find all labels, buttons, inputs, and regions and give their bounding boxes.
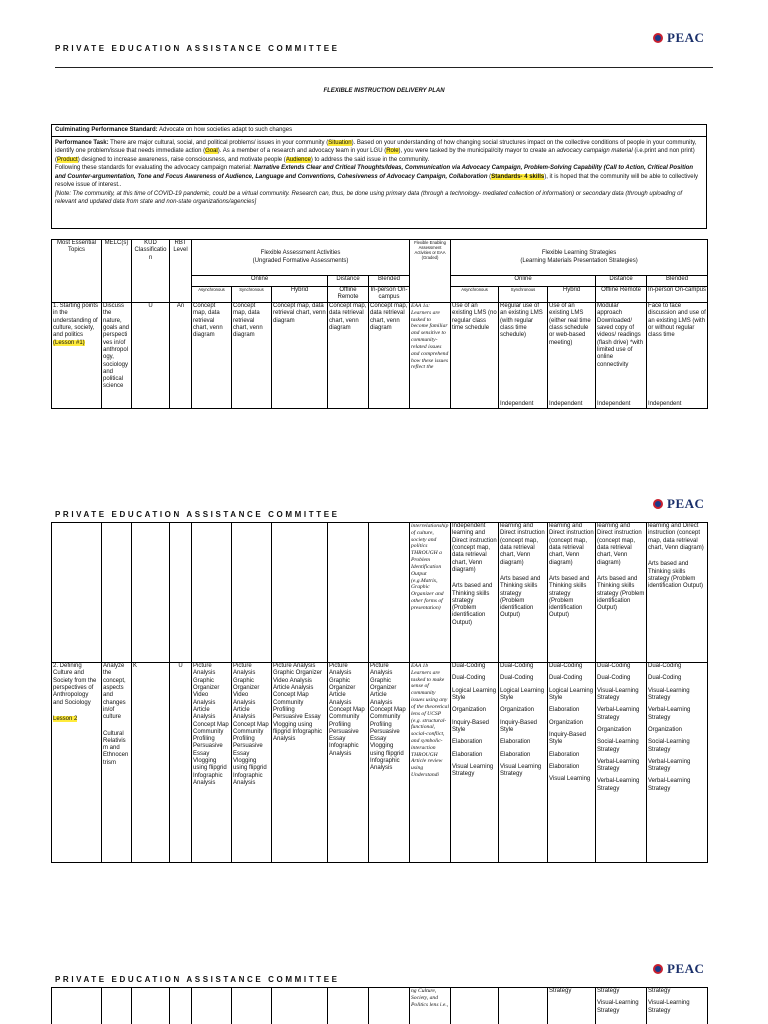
header-fl-sync: Synchronous: [499, 287, 548, 303]
header-fl-blended: Blended: [647, 276, 708, 287]
row2-kud: K: [132, 663, 170, 863]
header-fa-hybrid: Hybrid: [272, 287, 328, 303]
page-header-title: PRIVATE EDUCATION ASSISTANCE COMMITTEE: [55, 510, 340, 519]
row1-melc: Discuss the nature, goals and perspectives in/of anthropology, sociology and political science: [102, 303, 132, 409]
peac-logo: [652, 30, 704, 46]
page-header-title: PRIVATE EDUCATION ASSISTANCE COMMITTEE: [55, 975, 340, 984]
header-fa-offline: Offline Remote: [328, 287, 369, 303]
header-kud: KUD Classification: [132, 240, 170, 303]
covid-note: [Note: The community, at this time of COVID-19 pandemic, could be a virtual community. Research can, thus, be done using primary data (through a technology- mediated collection of information) or secondary data (through uploading of relevant and updated data from state and non-state organizations/agencies]: [55, 190, 683, 206]
standards-text: Following these standards for evaluating the advocacy campaign material: Narrative Extends Clear and Critical Thoughts/Ideas, Communication via Advocacy Campaign, Problem-Solving Capability (Call to Action, Critical Position and Counter-argumentation, Tone and Focus Awareness of Audience, Language and Conventions, Cohesiveness of Advocacy Campaign, Collaboration (Standards- 4 skills), it is hoped that the community will be able to collectively resolve issue of interest..: [55, 165, 698, 189]
row2-fl-sync: Dual-Coding Dual-Coding Logical Learning Style Organization Inquiry-Based Style Elaboration Elaboration Visual Learning Strategy: [499, 663, 548, 863]
highlight-goal: Goal: [205, 148, 218, 155]
page-1: [0, 0, 768, 430]
row1-lesson-highlight: (Lesson #1): [53, 339, 85, 346]
header-divider: [55, 67, 713, 68]
row2-topic: 2. Defining Culture and Society from the perspectives of Anthropology and Sociology Lesson 2: [52, 663, 102, 863]
plan-table-page-1: [51, 239, 708, 409]
row1-fl-async: Use of an existing LMS (no regular class time schedule: [451, 303, 499, 409]
peac-logo: [652, 496, 704, 512]
cont-fl-async: Independent learning and Direct instruction (concept map, data retrieval chart, Venn diagram) Arts based and Thinking skills strategy (Problem identification Output): [451, 523, 499, 663]
cont-eaa: interrelationship of culture, society and politics THROUGH a Problem Identification Output (e.g.Matrix, Graphic Organizer and other forms of presentation): [410, 523, 451, 663]
highlight-product: Product: [57, 156, 78, 163]
row2-melc: Analyze the concept, aspects and changes in/of culture Cultural Relativism and Ethnocentrism: [102, 663, 132, 863]
page-3: [0, 955, 768, 1024]
performance-task-text: Performance Task: There are major cultural, social, and political problems/ issues in your community (Situation). Based on your understanding of how changing social structures impact on the collective conditions of people in your community, identify one problem/issue that needs immediate action (Goal). As a member of a research and advocacy team in your LGU (Role), you were tasked by the municipal/city mayor to create an advocacy campaign material (i.e.print and non print) (Product) designed to increase awareness, raise consciousness, and motivate people (Audience) to address the said issue in the community.: [55, 139, 697, 163]
header-fa-sync: Synchronous: [232, 287, 272, 303]
header-melcs: MELC(s): [102, 240, 132, 303]
header-fa-inperson: In-person On-campus: [369, 287, 410, 303]
row2-fa-offline: Picture Analysis Graphic Organizer Article Analysis Concept Map Community Profiling Persuasive Essay Infographic Analysis: [328, 663, 369, 863]
peac-logo-icon: [652, 32, 664, 44]
header-fl-hybrid: Hybrid: [548, 287, 596, 303]
header-fl-online: Online: [451, 276, 596, 287]
header-fl-inperson: In-person On-campus: [647, 287, 708, 303]
row2-lesson-highlight: Lesson 2: [53, 715, 78, 722]
row1-fa-offline: Concept map, data retrieval chart, venn diagram: [328, 303, 369, 409]
header-fl-distance: Distance: [596, 276, 647, 287]
row1-fa-hybrid: Concept map, data retrieval chart, venn diagram: [272, 303, 328, 409]
row2-rbt: U: [170, 663, 192, 863]
plan-table-page-2: [51, 522, 708, 863]
table-row: [52, 303, 708, 409]
highlight-standards: Standards- 4 skills: [491, 173, 545, 180]
row2-fa-async: Picture Analysis Graphic Organizer Video Analysis Article Analysis Concept Map Community Profiling Persuasive Essay Vlogging using flipgrid Infographic Analysis: [192, 663, 232, 863]
performance-task-box: [51, 124, 707, 229]
row2-fa-inperson: Picture Analysis Graphic Organizer Article Analysis Concept Map Community Profiling Persuasive Essay Vlogging using flipgrid Infographic Analysis: [369, 663, 410, 863]
peac-logo-text: PEAC: [667, 496, 705, 511]
page-header-title: PRIVATE EDUCATION ASSISTANCE COMMITTEE: [55, 44, 340, 53]
row1-fa-sync: Concept map, data retrieval chart, venn diagram: [232, 303, 272, 409]
cont3-fl-offline: Strategy Visual-Learning Strategy: [596, 988, 647, 1024]
row1-fl-sync: Regular use of an existing LMS (with regular class time schedule) Independent: [499, 303, 548, 409]
cps-text: Advocate on how societies adapt to such changes: [157, 127, 293, 133]
table-row: [52, 663, 708, 863]
highlight-situation: Situation: [328, 139, 352, 146]
cont3-eaa: ng Culture, Society, and Politics lens i.e.,: [410, 988, 451, 1024]
row1-eaa: EAA 1a: Learners are tasked to become familiar and sensitive to community-related issues and comprehend how these issues reflect the: [410, 303, 451, 409]
row1-kud: U: [132, 303, 170, 409]
row1-fl-offline: Modular approach Downloaded/ saved copy of videos/ readings (flash drive) *with limited use of online connectivity Independent: [596, 303, 647, 409]
row2-fl-async: Dual-Coding Dual-Coding Logical Learning Style Organization Inquiry-Based Style Elaboration Elaboration Visual Learning Strategy: [451, 663, 499, 863]
peac-logo-text: PEAC: [667, 961, 705, 976]
row1-rbt: An: [170, 303, 192, 409]
row1-fa-inperson: Concept map, data retrieval chart, venn diagram: [369, 303, 410, 409]
cont-fl-sync: learning and Direct instruction (concept map, data retrieval chart, Venn diagram) Arts based and Thinking skills strategy (Problem identification Output): [499, 523, 548, 663]
header-fa-async: Asynchronous: [192, 287, 232, 303]
peac-logo-text: PEAC: [667, 30, 705, 45]
peac-logo-icon: [652, 498, 664, 510]
cont3-fl-hybrid: Strategy: [548, 988, 596, 1024]
row2-fl-inperson: Dual-Coding Dual-Coding Visual-Learning Strategy Verbal-Learning Strategy Organization Social-Learning Strategy Verbal-Learning Strategy Verbal-Learning Strategy: [647, 663, 708, 863]
row2-eaa: EAA 1b Learners are tasked to make sense of community issues using any of the theoretical lens of UCSP (e.g. structural-functional, social-conflict, and symbolic-interaction THROUGH Article review using Understandi: [410, 663, 451, 863]
plan-table-page-3: [51, 987, 708, 1024]
row1-fl-hybrid: Use of an existing LMS (either real time class schedule or web-based meeting) Independent: [548, 303, 596, 409]
table-row: [52, 988, 708, 1024]
row1-fa-async: Concept map, data retrieval chart, venn diagram: [192, 303, 232, 409]
row2-fl-hybrid: Dual-Coding Dual-Coding Logical Learning Style Elaboration Organization Inquiry-Based Style Elaboration Elaboration Visual Learning: [548, 663, 596, 863]
cont-fl-offline: learning and Direct instruction (concept map, data retrieval chart, Venn diagram) Arts based and Thinking skills strategy (Problem identification Output): [596, 523, 647, 663]
row2-fa-sync: Picture Analysis Graphic Organizer Video Analysis Article Analysis Concept Map Community Profiling Persuasive Essay Vlogging using flipgrid Infographic Analysis: [232, 663, 272, 863]
row2-fl-offline: Dual-Coding Dual-Coding Visual-Learning Strategy Verbal-Learning Strategy Organization Social-Learning Strategy Verbal-Learning Strategy Verbal-Learning Strategy: [596, 663, 647, 863]
header-flexible-assessment: Flexible Assessment Activities (Ungraded Formative Assessments): [192, 240, 410, 276]
row1-fl-inperson: Face to face discussion and use of an existing LMS (with or without regular class time Independent: [648, 303, 706, 407]
row1-topic: 1. Starting points in the understanding of culture, society, and politics (Lesson #1): [52, 303, 102, 409]
highlight-audience: Audience: [285, 156, 311, 163]
plan-title: FLEXIBLE INSTRUCTION DELIVERY PLAN: [323, 88, 445, 94]
header-fl-offline: Offline Remote: [596, 287, 647, 303]
header-fa-distance: Distance: [328, 276, 369, 287]
highlight-role: Role: [386, 148, 399, 155]
row2-fa-hybrid: Picture Analysis Graphic Organizer Video Analysis Article Analysis Concept Map Community Profiling Persuasive Essay Vlogging using flipgrid Infographic Analysis: [272, 663, 328, 863]
cont-fl-inperson: learning and Direct instruction (concept map, data retrieval chart, Venn diagram) Arts based and Thinking skills strategy (Problem identification Output): [647, 523, 708, 663]
cont-fl-hybrid: learning and Direct instruction (concept map, data retrieval chart, Venn diagram) Arts based and Thinking skills strategy (Problem identification Output): [548, 523, 596, 663]
header-rbt: RBT Level: [170, 240, 192, 303]
header-eaa: Flexible Enabling Assessment Activities or EAA (Graded): [410, 240, 451, 303]
header-fl-async: Asynchronous: [451, 287, 499, 303]
page-2: [0, 490, 768, 920]
peac-logo: [652, 961, 704, 977]
table-row: [52, 523, 708, 663]
header-flexible-learning: Flexible Learning Strategies (Learning Materials Presentation Strategies): [451, 240, 708, 276]
header-most-essential: Most Essential Topics: [52, 240, 102, 303]
cps-label: Culminating Performance Standard:: [55, 127, 158, 133]
header-fa-online: Online: [192, 276, 328, 287]
cont3-fl-inperson: Strategy Visual-Learning Strategy: [647, 988, 708, 1024]
header-fa-blended: Blended: [369, 276, 410, 287]
peac-logo-icon: [652, 963, 664, 975]
